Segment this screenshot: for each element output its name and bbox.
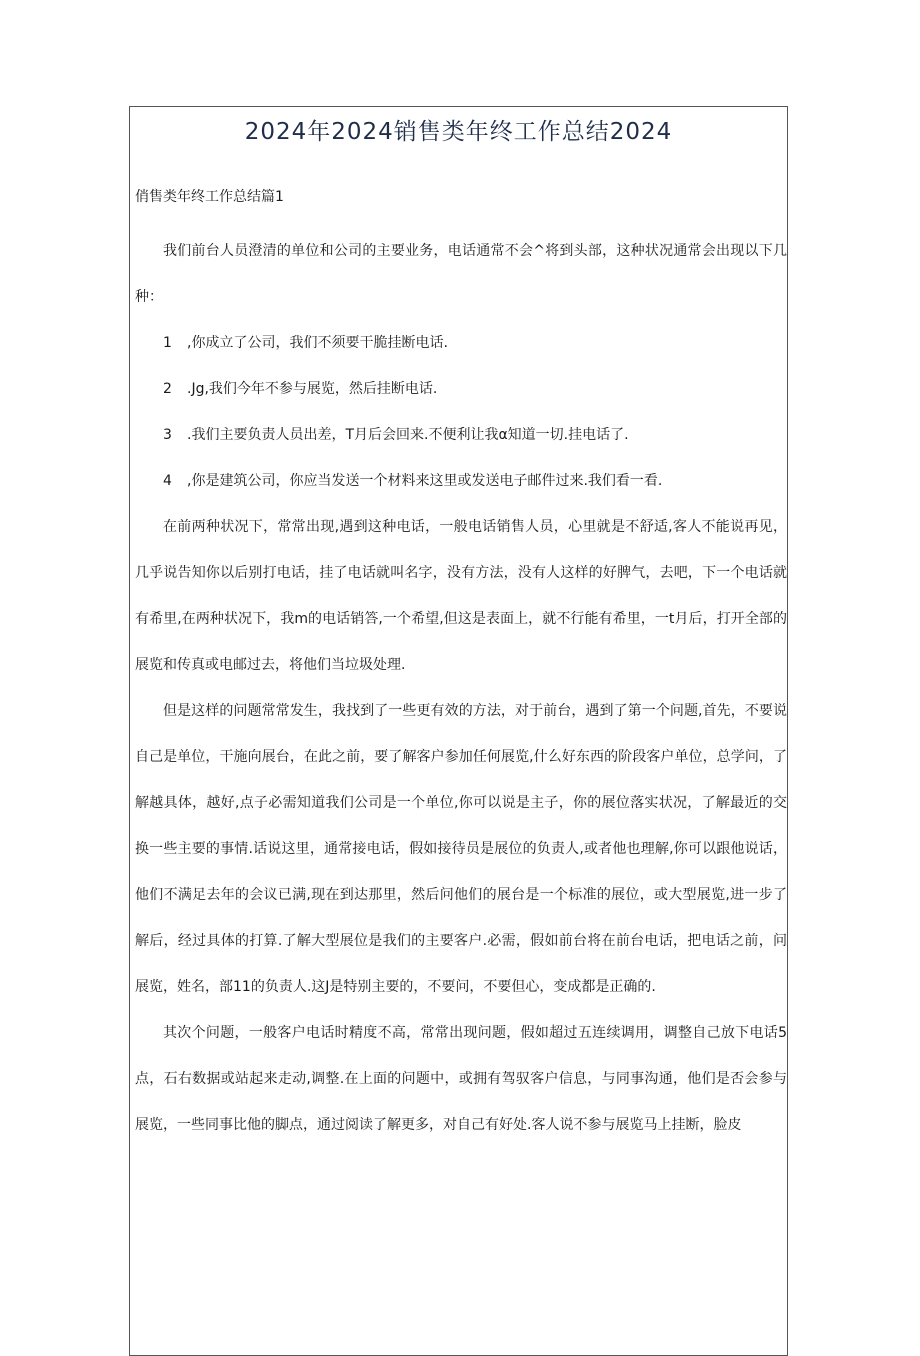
intro-paragraph: 我们前台人员澄清的单位和公司的主要业务，电话通常不会^将到头部，这种状况通常会出现以下几种： [135, 243, 787, 305]
list-item-number: 3 [163, 427, 172, 443]
body-paragraph: 在前两种状况下，常常出现,遇到这种电话，一般电话销售人员，心里就是不舒适,客人不能说再见，几乎说告知你以后别打电话，挂了电话就叫名字，没有方法，没有人这样的好脾气，去吧，下一个电话就有希里,在两种状况下，我m的电话销答,一个希望,但这是表面上，就不行能有希里，一t月后，打开全部的展览和传真或电邮过去，将他们当垃圾处理. [135, 519, 787, 673]
document-title: 2024年2024销售类年终工作总结2024 [244, 119, 673, 145]
list-item-text: .我们主要负责人员出差，T月后会回来.不便利让我α知道一切.挂电话了. [187, 427, 629, 443]
list-item [135, 366, 787, 412]
list-item-text: ,你是建筑公司，你应当发送一个材料来这里或发送电子邮件过来.我们看一看. [187, 473, 663, 489]
list-item-number: 2 [163, 381, 172, 397]
list-item [135, 458, 787, 504]
list-item-number: 1 [163, 335, 172, 351]
body-paragraph: 其次个问题，一般客户电话时精度不高，常常出现问题，假如超过五连续调用，调整自己放下电话5点，石右数据或站起来走动,调整.在上面的问题中，或拥有驾驭客户信息，与同事沟通，他们是否会参与展览，一些同事比他的脚点，通过阅读了解更多，对自己有好处.客人说不参与展览马上挂断，脸皮 [135, 1025, 787, 1133]
document-body [135, 228, 787, 1148]
section-heading: 俏售类年终工作总结篇1 [135, 189, 284, 205]
list-item [135, 412, 787, 458]
body-paragraph: 但是这样的问题常常发生，我找到了一些更有效的方法，对于前台，遇到了第一个问题,首先，不要说自己是单位，干施向展台，在此之前，要了解客户参加任何展览,什么好东西的阶段客户单位，总学问，了解越具体，越好,点子必需知道我们公司是一个单位,你可以说是主子，你的展位落实状况，了解最近的交换一些主要的事情.话说这里，通常接电话，假如接待员是展位的负责人,或者他也理解,你可以跟他说话，他们不满足去年的会议已满,现在到达那里，然后问他们的展台是一个标准的展位，或大型展览,进一步了解后，经过具体的打算.了解大型展位是我们的主要客户.必需，假如前台将在前台电话，把电话之前，问展览，姓名，部11的负责人.这J是特别主要的，不要问，不要但心，变成都是正确的. [135, 703, 787, 995]
list-item-text: ,你成立了公司，我们不须要干脆挂断电话. [187, 335, 448, 351]
list-item-text: .Jg,我们今年不参与展览，然后挂断电话. [187, 381, 438, 397]
list-item-number: 4 [163, 473, 172, 489]
list-item [135, 320, 787, 366]
